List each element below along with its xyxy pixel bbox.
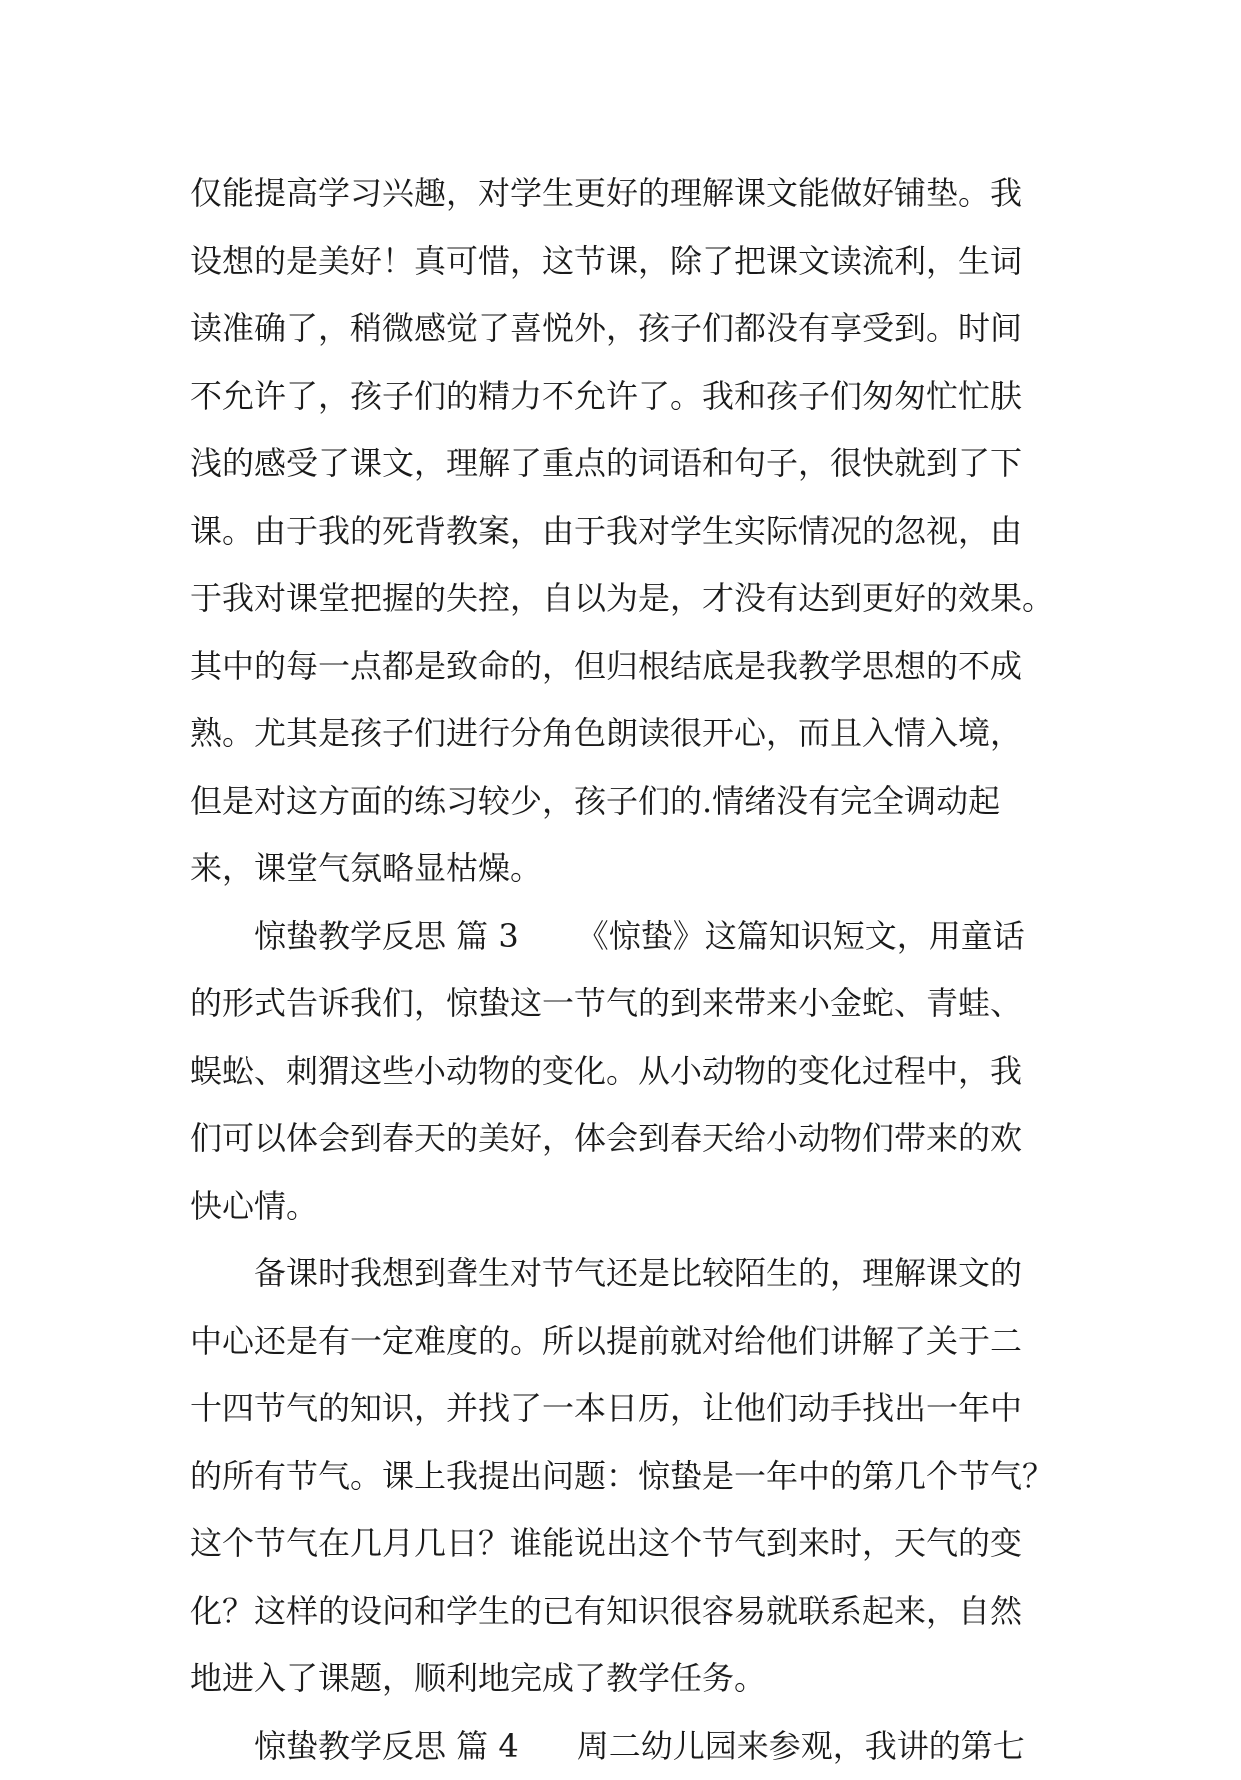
- text-line: 于我对课堂把握的失控，自以为是，才没有达到更好的效果。: [190, 565, 1070, 633]
- text-line: 中心还是有一定难度的。所以提前就对给他们讲解了关于二: [190, 1308, 1070, 1376]
- text-line: 们可以体会到春天的美好，体会到春天给小动物们带来的欢: [190, 1105, 1070, 1173]
- text-line: 十四节气的知识，并找了一本日历，让他们动手找出一年中: [190, 1375, 1070, 1443]
- section-heading: 惊蛰教学反思 篇 4: [254, 1727, 519, 1765]
- text-line: 设想的是美好！真可惜，这节课，除了把课文读流利，生词: [190, 228, 1070, 296]
- text-line: 浅的感受了课文，理解了重点的词语和句子，很快就到了下: [190, 430, 1070, 498]
- paragraph-start: 《惊蛰》这篇知识短文，用童话: [577, 917, 1025, 955]
- paragraph-start: 周二幼儿园来参观，我讲的第七: [577, 1727, 1025, 1765]
- text-line: 这个节气在几月几日？谁能说出这个节气到来时，天气的变: [190, 1510, 1070, 1578]
- text-line: 快心情。: [190, 1173, 1070, 1241]
- section-4-heading-line: [190, 1713, 1070, 1780]
- section-heading: 惊蛰教学反思 篇 3: [254, 917, 519, 955]
- text-line: 其中的每一点都是致命的，但归根结底是我教学思想的不成: [190, 633, 1070, 701]
- text-line: 地进入了课题，顺利地完成了教学任务。: [190, 1645, 1070, 1713]
- text-line: 不允许了，孩子们的精力不允许了。我和孩子们匆匆忙忙肤: [190, 363, 1070, 431]
- text-line: 熟。尤其是孩子们进行分角色朗读很开心，而且入情入境，: [190, 700, 1070, 768]
- text-line: 仅能提高学习兴趣，对学生更好的理解课文能做好铺垫。我: [190, 160, 1070, 228]
- paragraph-start: 备课时我想到聋生对节气还是比较陌生的，理解课文的: [190, 1240, 1070, 1308]
- document-body: [190, 160, 1070, 1780]
- text-line: 的所有节气。课上我提出问题：惊蛰是一年中的第几个节气？: [190, 1443, 1070, 1511]
- text-line: 的形式告诉我们，惊蛰这一节气的到来带来小金蛇、青蛙、: [190, 970, 1070, 1038]
- text-line: 课。由于我的死背教案，由于我对学生实际情况的忽视，由: [190, 498, 1070, 566]
- text-line: 来，课堂气氛略显枯燥。: [190, 835, 1070, 903]
- text-line: 读准确了，稍微感觉了喜悦外，孩子们都没有享受到。时间: [190, 295, 1070, 363]
- section-3-heading-line: [190, 903, 1070, 971]
- text-line: 但是对这方面的练习较少，孩子们的.情绪没有完全调动起: [190, 768, 1070, 836]
- text-line: 化？这样的设问和学生的已有知识很容易就联系起来，自然: [190, 1578, 1070, 1646]
- text-line: 蜈蚣、刺猬这些小动物的变化。从小动物的变化过程中，我: [190, 1038, 1070, 1106]
